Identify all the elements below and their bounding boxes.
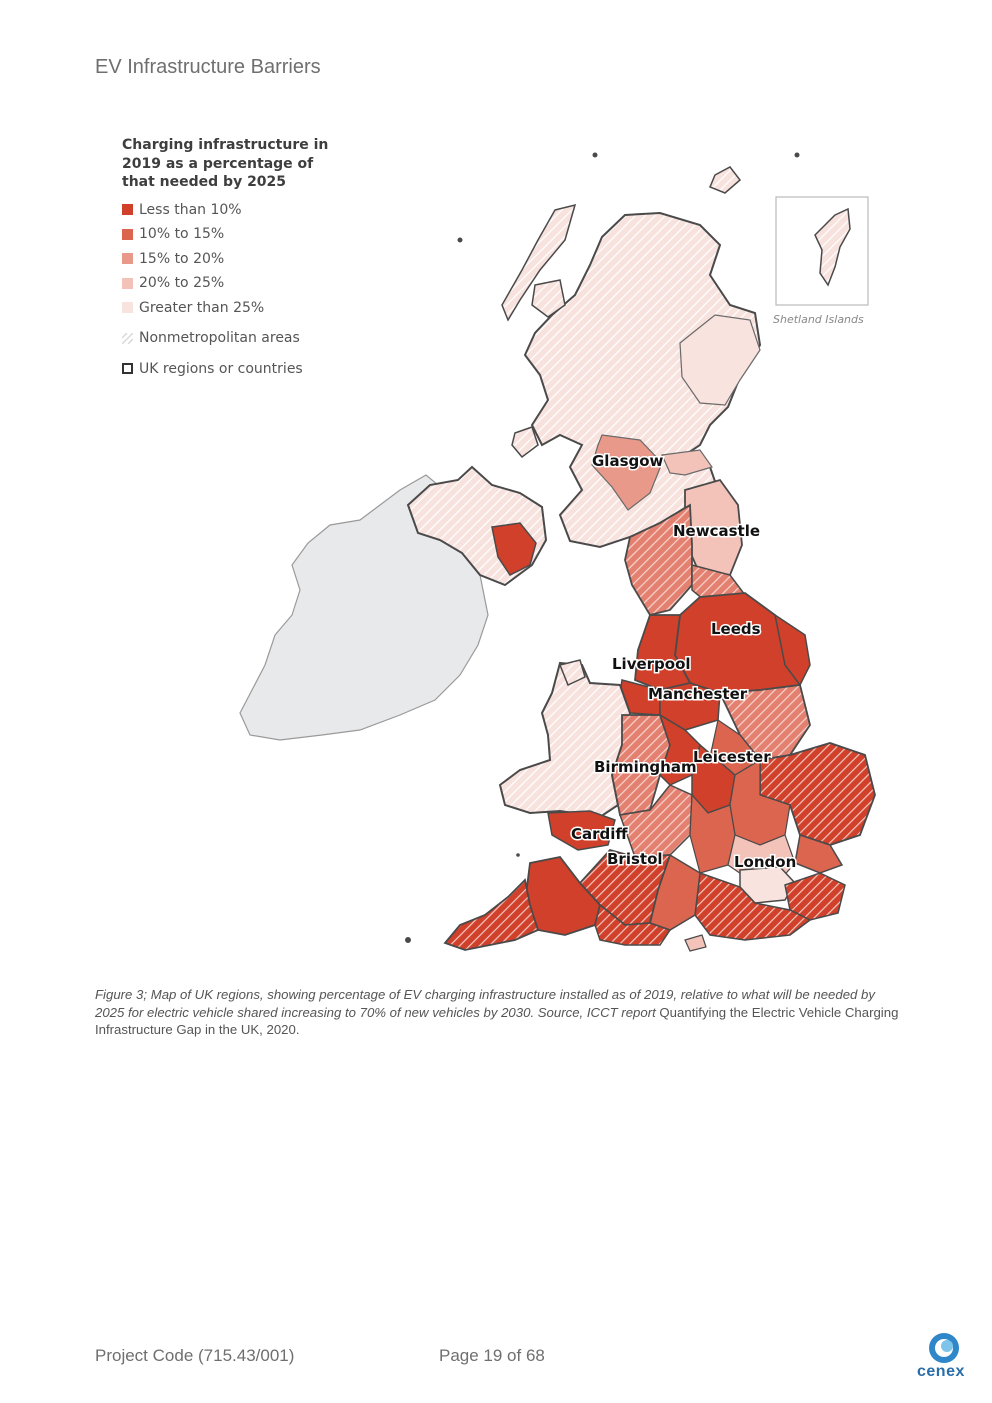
- city-label-leeds: Leeds: [711, 620, 761, 638]
- city-label-leicester: Leicester: [693, 748, 771, 766]
- legend-item-15-to-20: 15% to 20%: [122, 247, 352, 272]
- city-label-bristol: Bristol: [607, 850, 663, 868]
- orkney: [710, 167, 740, 193]
- legend-swatch: [122, 278, 133, 289]
- footer-project-code: Project Code (715.43/001): [95, 1346, 295, 1365]
- city-label-manchester: Manchester: [648, 685, 748, 703]
- legend-item-uk-regions: UK regions or countries: [122, 357, 352, 382]
- island-dot: [795, 153, 800, 158]
- uk-map-svg: [230, 145, 890, 960]
- legend-item-nonmetropolitan: Nonmetropolitan areas: [122, 326, 352, 351]
- city-label-london: London: [734, 853, 797, 871]
- legend-swatch: [122, 204, 133, 215]
- island-dot: [458, 238, 463, 243]
- isle-of-wight: [685, 935, 706, 951]
- city-label-newcastle: Newcastle: [673, 522, 761, 540]
- legend-item-20-to-25: 20% to 25%: [122, 271, 352, 296]
- legend-swatch: [122, 302, 133, 313]
- islay: [512, 427, 538, 457]
- city-label-birmingham: Birmingham: [594, 758, 697, 776]
- legend-item-10-to-15: 10% to 15%: [122, 222, 352, 247]
- city-label-cardiff: Cardiff: [571, 825, 628, 843]
- shetland-inset-label: Shetland Islands: [773, 313, 864, 326]
- legend-item-greater-than-25: Greater than 25%: [122, 296, 352, 321]
- legend-swatch: [122, 253, 133, 264]
- legend-swatch: [122, 229, 133, 240]
- figure-caption: Figure 3; Map of UK regions, showing percentage of EV charging infrastructure installed as of 2019, relative to what will be needed by 2025 for electric vehicle shared increasing to 70% of new vehicles by 2030. Source, ICCT report Quantifying the Electric Vehicle Charging Infrastructure Gap in the UK, 2020.: [95, 987, 899, 1037]
- legend-title: Charging infrastructure in 2019 as a percentage of that needed by 2025: [122, 137, 329, 190]
- legend-item-less-than-10: Less than 10%: [122, 198, 352, 223]
- cenex-logo-text: cenex: [917, 1363, 965, 1380]
- island-dot: [516, 853, 520, 857]
- outline-square-icon: [122, 363, 133, 374]
- island-dot: [593, 153, 598, 158]
- uk-map: [230, 145, 890, 960]
- page-header-title: EV Infrastructure Barriers: [95, 56, 321, 78]
- island-dot: [405, 937, 411, 943]
- footer-page-number: Page 19 of 68: [439, 1346, 545, 1365]
- city-label-glasgow: Glasgow: [592, 452, 664, 470]
- hatch-swatch-icon: [122, 333, 133, 344]
- cornwall: [445, 880, 538, 950]
- city-label-liverpool: Liverpool: [612, 655, 691, 673]
- wales: [500, 663, 630, 817]
